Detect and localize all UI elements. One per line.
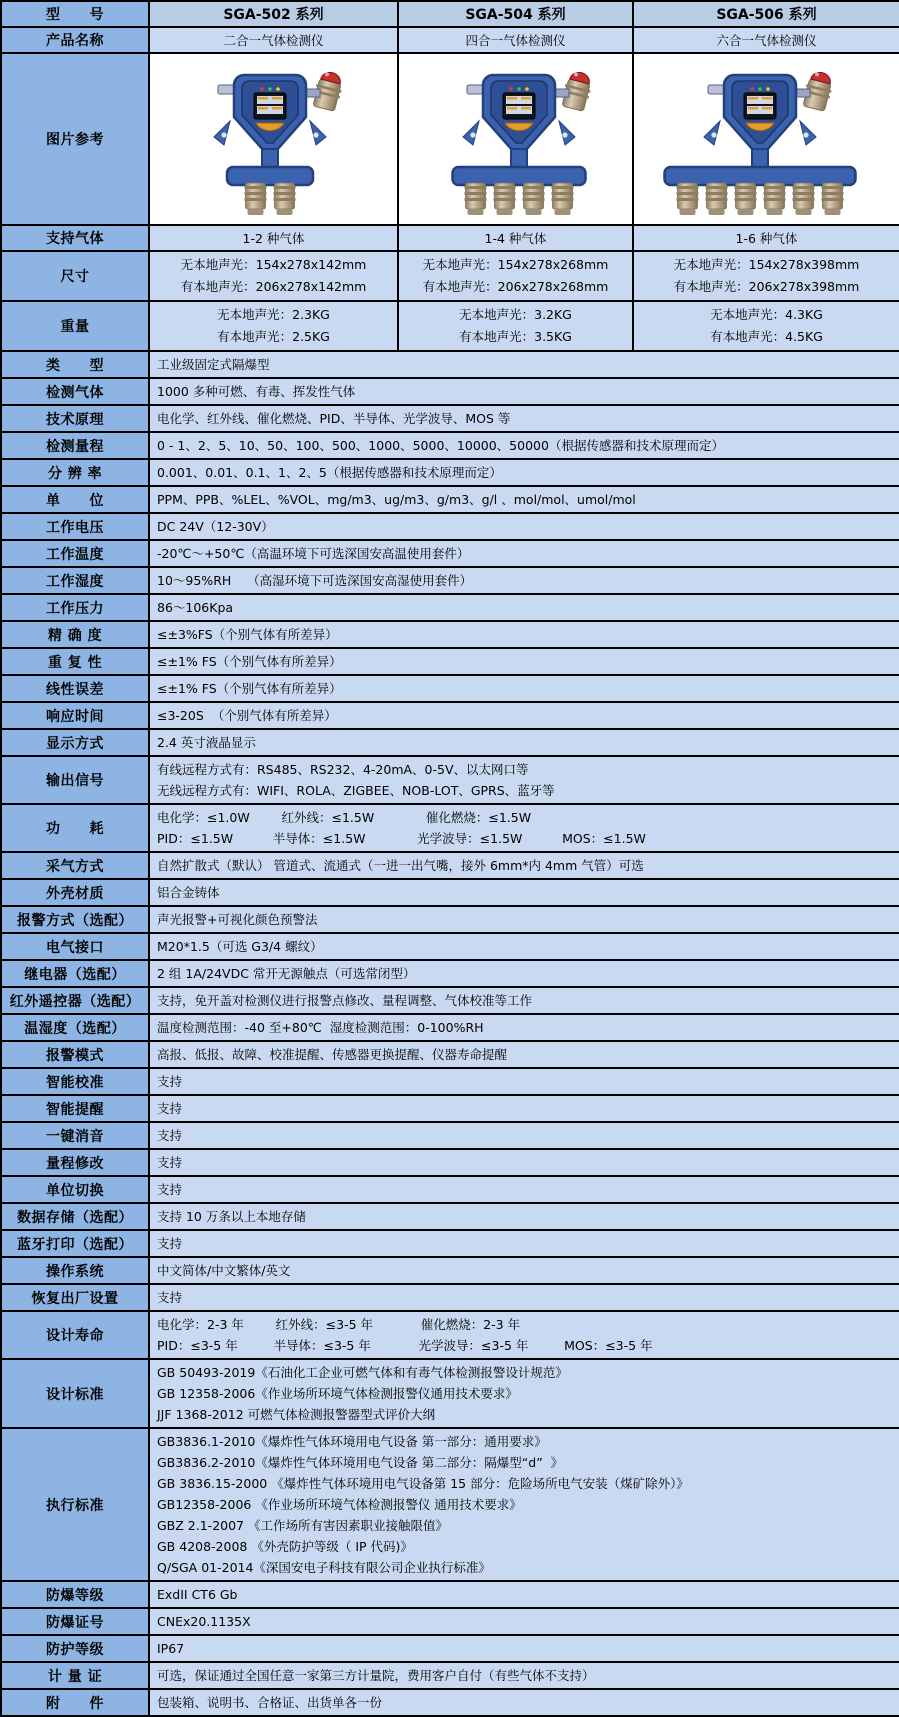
row-label: 输出信号	[1, 756, 149, 804]
cell-value	[149, 852, 899, 879]
spec-row-19	[1, 702, 899, 729]
cell-line: 中文简体/中文繁体/英文	[157, 1263, 291, 1278]
row-label: 执行标准	[1, 1428, 149, 1581]
spec-table-body	[1, 1, 899, 1716]
row-label: 重 复 性	[1, 648, 149, 675]
cell-line: 电化学：2-3 年 红外线：≤3-5 年 催化燃烧：2-3 年	[157, 1317, 521, 1332]
cell-line: GB 50493-2019《石油化工企业可燃气体和有毒气体检测报警设计规范》	[157, 1365, 568, 1380]
row-label: 检测量程	[1, 432, 149, 459]
row-label: 设计标准	[1, 1359, 149, 1428]
cell-line: JJF 1368-2012 可燃气体检测报警器型式评价大纲	[157, 1407, 436, 1422]
cell-line: ExdII CT6 Gb	[157, 1587, 238, 1602]
cell-value	[149, 1359, 899, 1428]
spec-row-33	[1, 1122, 899, 1149]
cell-value	[149, 486, 899, 513]
row-label: 类 型	[1, 351, 149, 378]
cell-value	[149, 378, 899, 405]
cell-line: GB 3836.15-2000 《爆炸性气体环境用电气设备第 15 部分：危险场所电气安装（煤矿除外）》	[157, 1476, 689, 1491]
cell-value	[633, 251, 899, 301]
spec-row-3	[1, 225, 899, 251]
cell-line: 有本地声光：3.5KG	[459, 329, 572, 344]
cell-value	[149, 1284, 899, 1311]
cell-value	[149, 251, 398, 301]
cell-value	[149, 1230, 899, 1257]
cell-line: 可选，保证通过全国任意一家第三方计量院，费用客户自付（有些气体不支持）	[157, 1668, 595, 1683]
sga-506-detector-image	[633, 53, 899, 225]
cell-line: 包装箱、说明书、合格证、出货单各一份	[157, 1695, 383, 1710]
row-label: 产品名称	[1, 27, 149, 53]
cell-value: 1-6 种气体	[633, 225, 899, 251]
row-label: 线性误差	[1, 675, 149, 702]
cell-value	[149, 1041, 899, 1068]
cell-value	[149, 1257, 899, 1284]
row-label: 蓝牙打印（选配）	[1, 1230, 149, 1257]
row-label: 工作电压	[1, 513, 149, 540]
cell-line: 支持	[157, 1074, 183, 1089]
cell-line: GB 12358-2006《作业场所环境气体检测报警仪通用技术要求》	[157, 1386, 518, 1401]
cell-line: 高报、低报、故障、校准提醒、传感器更换提醒、仪器寿命提醒	[157, 1047, 508, 1062]
cell-line: 支持	[157, 1155, 183, 1170]
model-name: SGA-502 系列	[149, 1, 398, 27]
cell-line: 0 - 1、2、5、10、50、100、500、1000、5000、10000、50000（根据传感器和技术原理而定）	[157, 438, 724, 453]
cell-value	[149, 702, 899, 729]
cell-line: 支持	[157, 1128, 183, 1143]
spec-row-5	[1, 301, 899, 351]
cell-line: GB12358-2006 《作业场所环境气体检测报警仪 通用技术要求》	[157, 1497, 522, 1512]
cell-line: 工业级固定式隔爆型	[157, 357, 270, 372]
row-label: 防爆等级	[1, 1581, 149, 1608]
row-label: 采气方式	[1, 852, 149, 879]
cell-value	[149, 756, 899, 804]
cell-value	[149, 675, 899, 702]
cell-value	[398, 251, 633, 301]
row-label: 精 确 度	[1, 621, 149, 648]
spec-row-40	[1, 1311, 899, 1359]
row-label: 智能提醒	[1, 1095, 149, 1122]
row-label: 恢复出厂设置	[1, 1284, 149, 1311]
cell-value	[149, 960, 899, 987]
cell-value	[149, 1635, 899, 1662]
row-label: 显示方式	[1, 729, 149, 756]
cell-line: ≤3-20S （个别气体有所差异）	[157, 708, 337, 723]
row-label: 防爆证号	[1, 1608, 149, 1635]
cell-line: 1000 多种可燃、有毒、挥发性气体	[157, 384, 356, 399]
spec-row-26	[1, 933, 899, 960]
cell-value: 1-4 种气体	[398, 225, 633, 251]
cell-line: 电化学：≤1.0W 红外线：≤1.5W 催化燃烧：≤1.5W	[157, 810, 532, 825]
row-label: 响应时间	[1, 702, 149, 729]
row-label: 红外遥控器（选配）	[1, 987, 149, 1014]
cell-value	[149, 1428, 899, 1581]
spec-row-38	[1, 1257, 899, 1284]
cell-line: 无本地声光：2.3KG	[217, 307, 330, 322]
cell-line: 支持	[157, 1290, 183, 1305]
cell-value	[149, 1068, 899, 1095]
spec-row-16	[1, 621, 899, 648]
spec-row-8	[1, 405, 899, 432]
spec-row-9	[1, 432, 899, 459]
cell-value	[149, 1581, 899, 1608]
cell-line: 有线远程方式有：RS485、RS232、4-20mA、0-5V、以太网口等	[157, 762, 529, 777]
spec-row-46	[1, 1662, 899, 1689]
spec-row-0	[1, 1, 899, 27]
cell-line: CNEx20.1135X	[157, 1614, 251, 1629]
row-label: 工作温度	[1, 540, 149, 567]
row-label: 设计寿命	[1, 1311, 149, 1359]
row-label: 数据存储（选配）	[1, 1203, 149, 1230]
spec-row-24	[1, 879, 899, 906]
cell-line: 无本地声光：154x278x142mm	[180, 257, 367, 272]
spec-row-2	[1, 53, 899, 225]
cell-value	[149, 405, 899, 432]
spec-row-22	[1, 804, 899, 852]
cell-line: 有本地声光：2.5KG	[217, 329, 330, 344]
sga-504-detector-image	[398, 53, 633, 225]
spec-row-47	[1, 1689, 899, 1716]
spec-row-15	[1, 594, 899, 621]
cell-line: 支持 10 万条以上本地存储	[157, 1209, 306, 1224]
cell-value	[149, 1095, 899, 1122]
cell-line: GB3836.1-2010《爆炸性气体环境用电气设备 第一部分：通用要求》	[157, 1434, 547, 1449]
cell-value: 二合一气体检测仪	[149, 27, 398, 53]
spec-row-21	[1, 756, 899, 804]
cell-line: 86～106Kpa	[157, 600, 234, 615]
row-label: 报警模式	[1, 1041, 149, 1068]
row-label: 工作湿度	[1, 567, 149, 594]
cell-line: 电化学、红外线、催化燃烧、PID、半导体、光学波导、MOS 等	[157, 411, 511, 426]
cell-line: ≤±1% FS（个别气体有所差异）	[157, 681, 342, 696]
spec-row-42	[1, 1428, 899, 1581]
cell-value	[149, 804, 899, 852]
row-label: 技术原理	[1, 405, 149, 432]
cell-value	[149, 987, 899, 1014]
spec-row-25	[1, 906, 899, 933]
cell-line: ≤±3%FS（个别气体有所差异）	[157, 627, 338, 642]
cell-value	[149, 879, 899, 906]
row-label: 量程修改	[1, 1149, 149, 1176]
spec-row-20	[1, 729, 899, 756]
row-label: 防护等级	[1, 1635, 149, 1662]
cell-line: 有本地声光：206x278x142mm	[180, 279, 367, 294]
cell-line: 无本地声光：154x278x268mm	[422, 257, 609, 272]
cell-value	[149, 648, 899, 675]
row-label: 温湿度（选配）	[1, 1014, 149, 1041]
cell-value: 1-2 种气体	[149, 225, 398, 251]
cell-line: 支持	[157, 1236, 183, 1251]
cell-line: 2.4 英寸液晶显示	[157, 735, 256, 750]
row-label: 图片参考	[1, 53, 149, 225]
spec-row-41	[1, 1359, 899, 1428]
cell-line: M20*1.5（可选 G3/4 螺纹）	[157, 939, 323, 954]
row-label: 尺寸	[1, 251, 149, 301]
spec-row-39	[1, 1284, 899, 1311]
cell-value	[149, 432, 899, 459]
cell-value	[149, 1662, 899, 1689]
row-label: 单位切换	[1, 1176, 149, 1203]
cell-line: PID：≤1.5W 半导体：≤1.5W 光学波导：≤1.5W MOS：≤1.5W	[157, 831, 646, 846]
cell-value	[149, 567, 899, 594]
spec-row-30	[1, 1041, 899, 1068]
spec-row-11	[1, 486, 899, 513]
cell-line: 声光报警+可视化颜色预警法	[157, 912, 318, 927]
cell-value	[149, 1176, 899, 1203]
cell-value	[149, 1149, 899, 1176]
spec-row-28	[1, 987, 899, 1014]
row-label: 分 辨 率	[1, 459, 149, 486]
cell-line: IP67	[157, 1641, 185, 1656]
spec-row-4	[1, 251, 899, 301]
row-label: 操作系统	[1, 1257, 149, 1284]
cell-value	[149, 513, 899, 540]
cell-line: PPM、PPB、%LEL、%VOL、mg/m3、ug/m3、g/m3、g/l 、mol/mol、umol/mol	[157, 492, 636, 507]
sga-502-detector-image	[149, 53, 398, 225]
cell-line: 有本地声光：4.5KG	[710, 329, 823, 344]
cell-line: 2 组 1A/24VDC 常开无源触点（可选常闭型）	[157, 966, 416, 981]
cell-line: 0.001、0.01、0.1、1、2、5（根据传感器和技术原理而定）	[157, 465, 502, 480]
cell-line: ≤±1% FS（个别气体有所差异）	[157, 654, 342, 669]
row-label: 电气接口	[1, 933, 149, 960]
row-label: 型 号	[1, 1, 149, 27]
cell-value	[149, 1689, 899, 1716]
spec-row-43	[1, 1581, 899, 1608]
cell-line: 支持	[157, 1101, 183, 1116]
spec-row-6	[1, 351, 899, 378]
cell-value	[149, 621, 899, 648]
cell-line: 无本地声光：4.3KG	[710, 307, 823, 322]
cell-line: 无本地声光：3.2KG	[459, 307, 572, 322]
cell-value: 四合一气体检测仪	[398, 27, 633, 53]
spec-row-13	[1, 540, 899, 567]
cell-value	[149, 540, 899, 567]
cell-line: Q/SGA 01-2014《深国安电子科技有限公司企业执行标准》	[157, 1560, 491, 1575]
cell-line: PID：≤3-5 年 半导体：≤3-5 年 光学波导：≤3-5 年 MOS：≤3-5 年	[157, 1338, 653, 1353]
spec-row-1	[1, 27, 899, 53]
spec-row-10	[1, 459, 899, 486]
row-label: 附 件	[1, 1689, 149, 1716]
spec-row-17	[1, 648, 899, 675]
row-label: 继电器（选配）	[1, 960, 149, 987]
row-label: 检测气体	[1, 378, 149, 405]
row-label: 工作压力	[1, 594, 149, 621]
cell-line: 自然扩散式（默认） 管道式、流通式（一进一出气嘴，接外 6mm*内 4mm 气管）可选	[157, 858, 644, 873]
row-label: 智能校准	[1, 1068, 149, 1095]
row-label: 报警方式（选配）	[1, 906, 149, 933]
spec-row-36	[1, 1203, 899, 1230]
spec-row-12	[1, 513, 899, 540]
spec-row-23	[1, 852, 899, 879]
cell-value	[398, 301, 633, 351]
cell-value	[149, 459, 899, 486]
cell-value	[149, 1311, 899, 1359]
cell-line: GB3836.2-2010《爆炸性气体环境用电气设备 第二部分：隔爆型“d” 》	[157, 1455, 564, 1470]
cell-value	[149, 906, 899, 933]
spec-row-35	[1, 1176, 899, 1203]
cell-line: 铝合金铸体	[157, 885, 220, 900]
cell-line: GBZ 2.1-2007 《工作场所有害因素职业接触限值》	[157, 1518, 448, 1533]
spec-row-34	[1, 1149, 899, 1176]
cell-value	[149, 1203, 899, 1230]
cell-value	[149, 1014, 899, 1041]
cell-line: 支持	[157, 1182, 183, 1197]
cell-line: DC 24V（12-30V）	[157, 519, 274, 534]
model-name: SGA-506 系列	[633, 1, 899, 27]
cell-line: 有本地声光：206x278x268mm	[422, 279, 609, 294]
cell-line: 无线远程方式有：WIFI、ROLA、ZIGBEE、NOB-LOT、GPRS、蓝牙等	[157, 783, 555, 798]
cell-line: 有本地声光：206x278x398mm	[673, 279, 860, 294]
spec-row-44	[1, 1608, 899, 1635]
row-label: 重量	[1, 301, 149, 351]
spec-row-29	[1, 1014, 899, 1041]
spec-row-32	[1, 1095, 899, 1122]
spec-row-37	[1, 1230, 899, 1257]
row-label: 一键消音	[1, 1122, 149, 1149]
spec-row-18	[1, 675, 899, 702]
row-label: 外壳材质	[1, 879, 149, 906]
spec-row-7	[1, 378, 899, 405]
row-label: 计 量 证	[1, 1662, 149, 1689]
cell-line: 支持，免开盖对检测仪进行报警点修改、量程调整、气体校准等工作	[157, 993, 533, 1008]
cell-line: 温度检测范围：-40 至+80℃ 湿度检测范围：0-100%RH	[157, 1020, 484, 1035]
spec-row-31	[1, 1068, 899, 1095]
cell-value	[149, 729, 899, 756]
cell-line: 10～95%RH （高湿环境下可选深国安高湿使用套件）	[157, 573, 473, 588]
cell-value	[149, 1608, 899, 1635]
cell-value	[149, 301, 398, 351]
row-label: 单 位	[1, 486, 149, 513]
row-label: 支持气体	[1, 225, 149, 251]
cell-value: 六合一气体检测仪	[633, 27, 899, 53]
cell-value	[149, 933, 899, 960]
cell-value	[149, 351, 899, 378]
spec-row-27	[1, 960, 899, 987]
row-label: 功 耗	[1, 804, 149, 852]
cell-line: GB 4208-2008 《外壳防护等级（ IP 代码)》	[157, 1539, 413, 1554]
spec-row-45	[1, 1635, 899, 1662]
cell-line: -20℃～+50℃（高温环境下可选深国安高温使用套件）	[157, 546, 470, 561]
model-name: SGA-504 系列	[398, 1, 633, 27]
cell-line: 无本地声光：154x278x398mm	[673, 257, 860, 272]
cell-value	[633, 301, 899, 351]
cell-value	[149, 594, 899, 621]
spec-row-14	[1, 567, 899, 594]
cell-value	[149, 1122, 899, 1149]
